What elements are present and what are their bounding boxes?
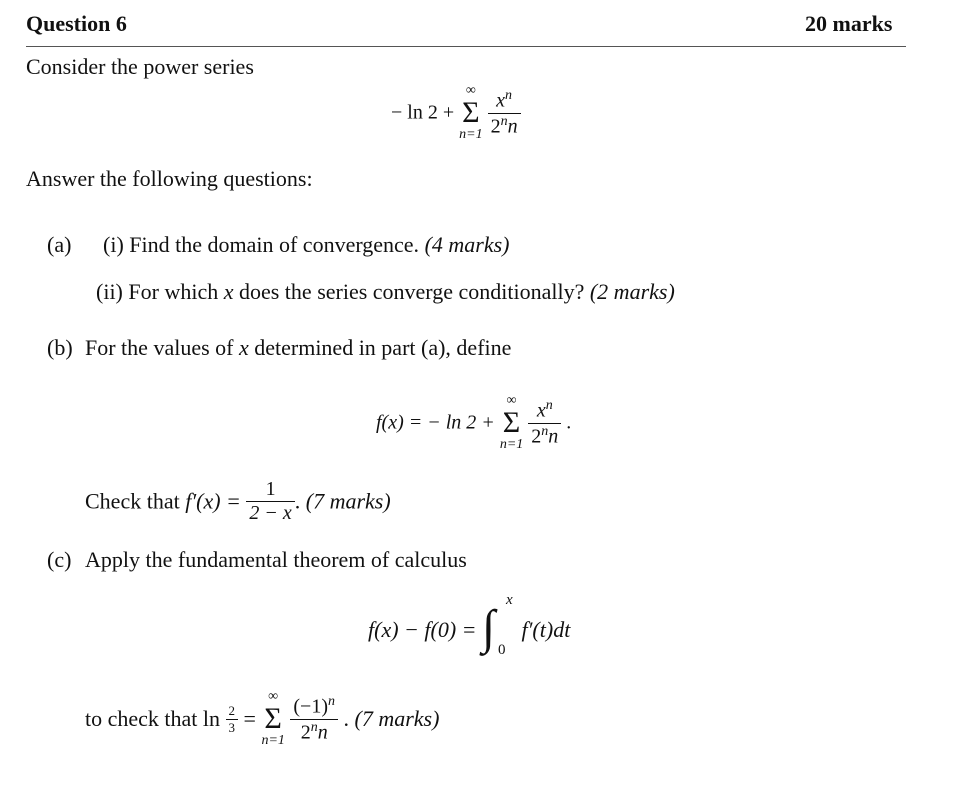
def-den-base: 2: [531, 425, 542, 448]
sum-upper: ∞: [465, 83, 476, 98]
def-sum-sigma: Σ: [502, 406, 521, 439]
question-title: Question 6: [26, 11, 127, 36]
part-b-check: [85, 478, 391, 525]
def-lhs: f(x) = − ln 2 +: [376, 411, 500, 434]
prompt-text: Answer the following questions:: [26, 166, 313, 191]
c-num-base: (−1): [293, 695, 328, 718]
ftc-lhs: f(x) − f(0) =: [368, 617, 482, 642]
def-num-exp: n: [545, 397, 553, 413]
c-sum-upper: ∞: [268, 689, 279, 704]
part-a-ii-label: (ii): [96, 279, 123, 304]
integral-upper: x: [506, 592, 513, 608]
part-a-ii-var: x: [223, 279, 234, 304]
check-frac-den: 2 − x: [249, 502, 292, 524]
term-num-base: x: [496, 89, 506, 112]
c-num-exp: n: [328, 693, 335, 709]
part-b-marks: (7 marks): [305, 488, 391, 514]
part-c-term: [290, 694, 338, 744]
check-frac-num: 1: [246, 478, 294, 502]
part-b-check-pre: Check that: [85, 488, 186, 514]
term-den-base: 2: [490, 115, 501, 138]
part-c-label: (c): [47, 547, 72, 572]
part-b-check-fn: f′(x) =: [185, 488, 247, 514]
part-c-equals: =: [238, 706, 262, 731]
part-c-sum: [261, 690, 284, 748]
series-term: [488, 88, 521, 138]
part-c-check-pre: to check that ln: [85, 706, 226, 731]
ln-frac: [226, 703, 239, 736]
def-sum-upper: ∞: [506, 393, 517, 408]
term-den-exp: n: [500, 113, 508, 129]
c-den-exp: n: [310, 719, 318, 735]
part-b-text-pre: For the values of: [85, 335, 239, 360]
series-sum: [459, 84, 482, 142]
part-b-label: (b): [47, 335, 73, 360]
sum-lower: n=1: [459, 127, 483, 142]
series-equation: [391, 84, 521, 142]
part-a-ii-text-pre: For which: [128, 279, 224, 304]
sum-sigma: Σ: [462, 96, 480, 129]
def-end: .: [566, 411, 572, 434]
def-term: [528, 398, 561, 448]
part-a-i-text: Find the domain of convergence.: [129, 232, 420, 257]
part-c-end: .: [338, 706, 349, 731]
part-c-check: [85, 690, 439, 748]
part-c-text: Apply the fundamental theorem of calculus: [85, 547, 467, 572]
c-den-base: 2: [300, 721, 311, 744]
part-b-var: x: [238, 335, 249, 360]
part-a-ii: [96, 279, 675, 305]
c-den-tail: n: [317, 721, 328, 744]
intro-text: Consider the power series: [26, 54, 254, 79]
def-sum: [500, 394, 523, 452]
integral-lower: 0: [498, 642, 506, 658]
term-num-exp: n: [505, 87, 513, 103]
part-b-check-frac: [246, 478, 294, 525]
def-sum-lower: n=1: [499, 437, 524, 452]
ln-frac-den: 3: [228, 719, 236, 735]
part-a-ii-marks: (2 marks): [589, 279, 675, 304]
total-marks: 20 marks: [805, 11, 893, 36]
definition-equation: [376, 394, 571, 452]
term-den-tail: n: [507, 115, 518, 138]
ftc-equation: [368, 592, 571, 662]
def-den-exp: n: [541, 423, 549, 439]
part-c-marks: (7 marks): [354, 706, 440, 731]
c-sum-sigma: Σ: [264, 702, 282, 735]
series-lead: − ln 2 +: [391, 101, 460, 124]
c-sum-lower: n=1: [261, 733, 285, 748]
integral-symbol: ∫: [482, 601, 496, 654]
def-den-tail: n: [548, 425, 559, 448]
def-num-base: x: [536, 399, 546, 422]
integral: [482, 592, 516, 662]
part-a-i-marks: (4 marks): [424, 232, 510, 257]
header-divider: [26, 46, 906, 47]
part-a-i-label: (i): [103, 232, 124, 257]
part-b-check-end: .: [294, 488, 301, 514]
part-b-text-post: determined in part (a), define: [248, 335, 512, 360]
ln-frac-num: 2: [226, 703, 239, 720]
part-a-label: (a): [47, 232, 72, 257]
integrand: f′(t)dt: [521, 617, 571, 642]
part-a-i: [103, 232, 510, 258]
part-a-ii-text-post: does the series converge conditionally?: [233, 279, 585, 304]
part-b-text: [85, 335, 511, 361]
